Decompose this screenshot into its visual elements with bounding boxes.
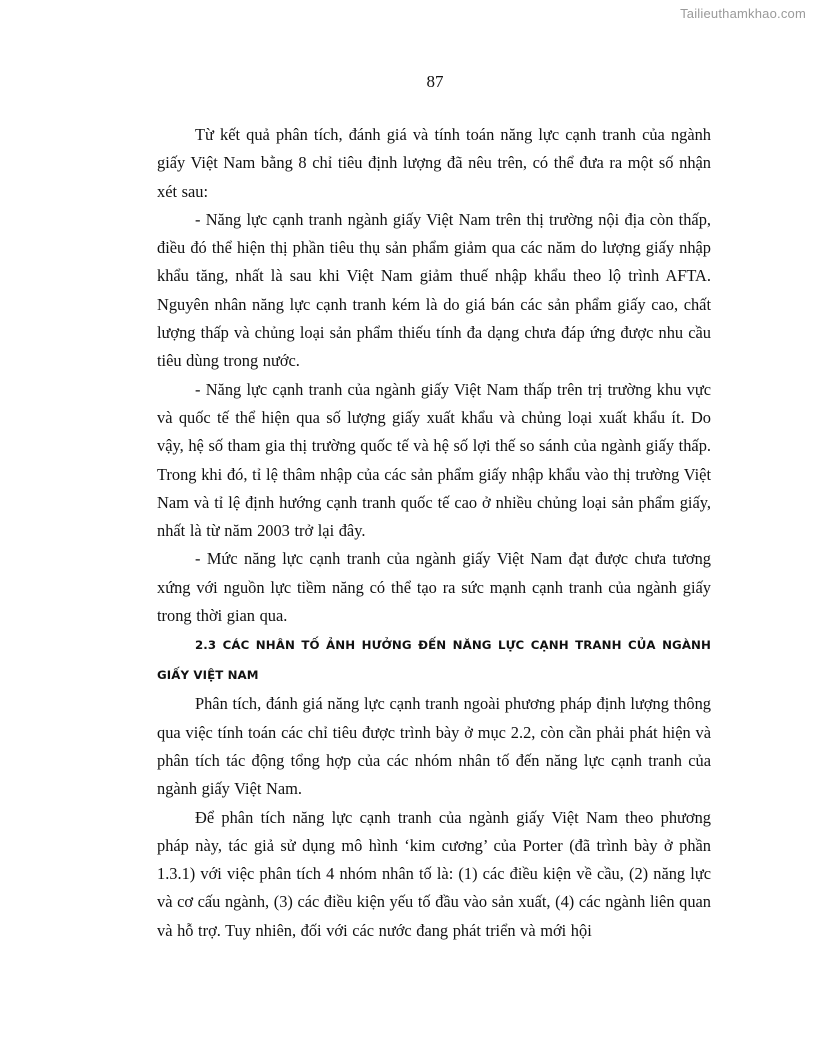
paragraph-porter-model: Để phân tích năng lực cạnh tranh của ngành giấy Việt Nam theo phương pháp này, tác giả sử dụng mô hình ‘kim cương’ của Porter (đã trình bày ở phần 1.3.1) với việc phân tích 4 nhóm nhân tố là: (1) các điều kiện về cầu, (2) năng lực và cơ cấu ngành, (3) các điều kiện yếu tố đầu vào sản xuất, (4) các ngành liên quan và hỗ trợ. Tuy nhiên, đối với các nước đang phát triển và mới hội bbox=[157, 807, 711, 940]
paragraph-domestic-market: - Năng lực cạnh tranh ngành giấy Việt Nam trên thị trường nội địa còn thấp, điều đó thể hiện thị phần tiêu thụ sản phẩm giảm qua các năm do lượng giấy nhập khẩu tăng, nhất là sau khi Việt Nam giảm thuế nhập khẩu theo lộ trình AFTA. Nguyên nhân năng lực cạnh tranh kém là do giá bán các sản phẩm giấy cao, chất lượng thấp và chủng loại sản phẩm thiếu tính đa dạng chưa đáp ứng được nhu cầu tiêu dùng trong nước. bbox=[157, 209, 711, 371]
paragraph-intro: Từ kết quả phân tích, đánh giá và tính toán năng lực cạnh tranh của ngành giấy Việt Nam bằng 8 chỉ tiêu định lượng đã nêu trên, có thể đưa ra một số nhận xét sau: bbox=[157, 125, 711, 201]
page-number: 87 bbox=[426, 72, 444, 91]
page-body bbox=[157, 121, 711, 945]
paragraph-regional-market: - Năng lực cạnh tranh của ngành giấy Việt Nam thấp trên trị trường khu vực và quốc tế thể hiện qua số lượng giấy xuất khẩu và chủng loại xuất khẩu ít. Do vậy, hệ số tham gia thị trường quốc tế và hệ số lợi thế so sánh của ngành giấy thấp. Trong khi đó, tỉ lệ thâm nhập của các sản phẩm giấy nhập khẩu vào thị trường Việt Nam và tỉ lệ định hướng cạnh tranh quốc tế cao ở nhiều chủng loại sản phẩm giấy, nhất là từ năm 2003 trở lại đây. bbox=[157, 379, 711, 541]
watermark-text: Tailieuthamkhao.com bbox=[680, 6, 806, 21]
paragraph-analysis-method: Phân tích, đánh giá năng lực cạnh tranh ngoài phương pháp định lượng thông qua việc tính toán các chỉ tiêu được trình bày ở mục 2.2, còn cần phải phát hiện và phân tích tác động tổng hợp của các nhóm nhân tố đến năng lực cạnh tranh của ngành giấy Việt Nam. bbox=[157, 694, 711, 799]
paragraph-competitiveness-level: - Mức năng lực cạnh tranh của ngành giấy Việt Nam đạt được chưa tương xứng với nguồn lực tiềm năng có thể tạo ra sức mạnh cạnh tranh của ngành giấy trong thời gian qua. bbox=[157, 549, 711, 626]
section-heading: 2.3 CÁC NHÂN TỐ ẢNH HƯỞNG ĐẾN NĂNG LỰC CẠNH TRANH CỦA NGÀNH GIẤY VIỆT NAM bbox=[157, 638, 711, 683]
